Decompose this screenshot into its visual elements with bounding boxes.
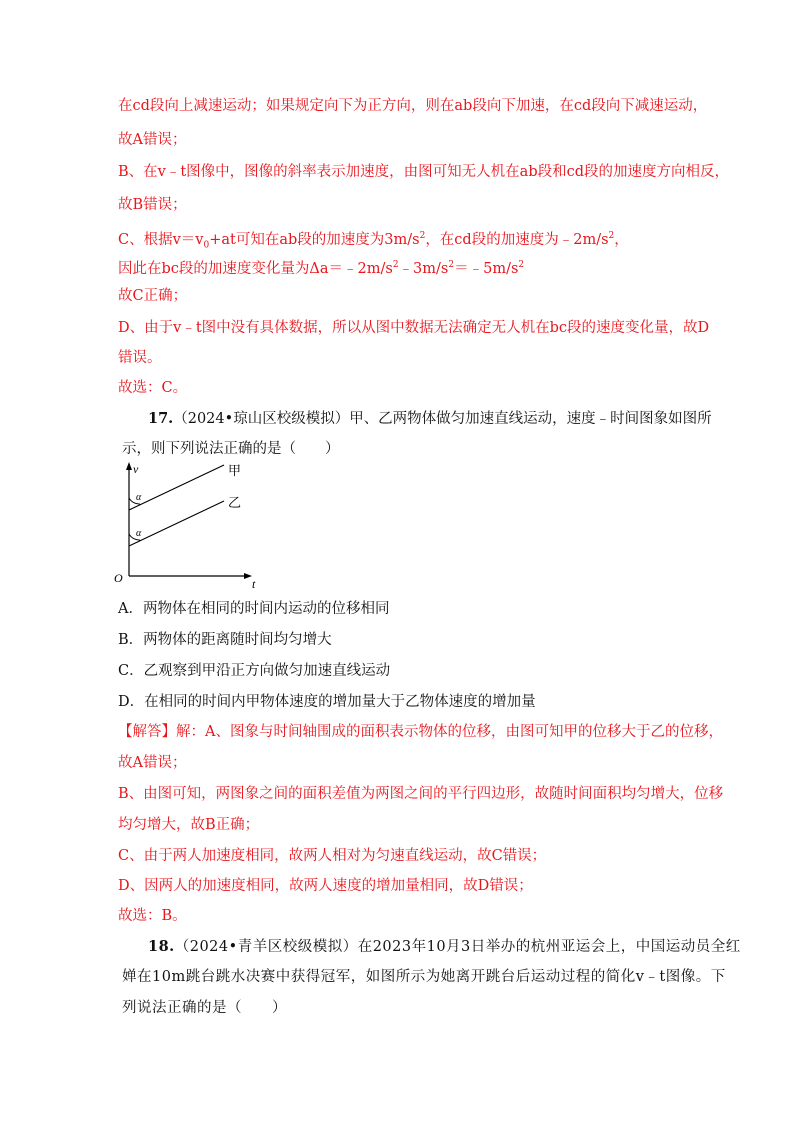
question-number: 17. <box>148 410 174 427</box>
answer-tag: 【解答】 <box>118 724 176 740</box>
angle-label-alpha: α <box>136 528 142 539</box>
axis-label-v: v <box>133 462 139 476</box>
question-number: 18. <box>148 938 175 955</box>
solution-line: D、由于v﹣t图中没有具体数据，所以从图中数据无法确定无人机在bc段的速度变化量，故D <box>118 320 710 336</box>
line-jia <box>129 465 224 510</box>
solution-line: 故选：C。 <box>118 380 188 396</box>
line-label-yi: 乙 <box>228 496 242 511</box>
answer-line: C、由于两人加速度相同，故两人相对为匀速直线运动，故C错误； <box>118 848 547 864</box>
solution-line: 故C正确； <box>118 288 188 304</box>
option-a: A．两物体在相同的时间内运动的位移相同 <box>118 601 390 617</box>
solution-line: 故B错误； <box>118 197 187 213</box>
vt-graph-figure <box>112 458 257 588</box>
axis-label-t: t <box>252 577 256 588</box>
question-17-stem-cont: 示，则下列说法正确的是（ ） <box>122 441 340 457</box>
answer-line: D、因两人的加速度相同，故两人速度的增加量相同，故D错误； <box>118 878 533 894</box>
answer-line: 均匀增大，故B正确； <box>118 817 260 833</box>
solution-line: 故A错误； <box>118 132 187 148</box>
option-b: B．两物体的距离随时间均匀增大 <box>118 632 332 648</box>
answer-line: 【解答】解：A、图象与时间轴围成的面积表示物体的位移，由图可知甲的位移大于乙的位移， <box>118 724 723 740</box>
answer-line: B、由图可知，两图象之间的面积差值为两图之间的平行四边形，故随时间面积均匀增大，位移 <box>118 786 724 802</box>
t-axis-arrow <box>244 573 252 579</box>
v-axis-arrow <box>126 462 132 470</box>
angle-label-alpha: α <box>136 492 142 503</box>
question-17-stem: 17.（2024•琼山区校级模拟）甲、乙两物体做匀加速直线运动，速度﹣时间图象如图所 <box>148 410 712 427</box>
question-18-stem-cont: 列说法正确的是（ ） <box>122 1000 287 1016</box>
answer-line: 故A错误； <box>118 755 187 771</box>
question-18-stem: 18.（2024•青羊区校级模拟）在2023年10月3日举办的杭州亚运会上，中国运动员全红 <box>148 938 741 955</box>
solution-line-formula-c: C、根据$v=v_0+at$可知在ab段的加速度为$3m/s^2$，在cd段的加速度为$﹣2m/s^2$， <box>118 231 629 251</box>
solution-line: 错误。 <box>118 350 162 366</box>
solution-line-formula-delta: 因此在bc段的加速度变化量为$\Delta a=﹣2m/s^2﹣3m/s^2=﹣5m/s^2$ <box>118 260 525 277</box>
solution-line: B、在v﹣t图像中，图像的斜率表示加速度，由图可知无人机在ab段和cd段的加速度方向相反， <box>118 164 730 180</box>
origin-label: O <box>114 571 123 585</box>
solution-line: 在cd段向上减速运动；如果规定向下为正方向，则在ab段向下加速，在cd段向下减速运动， <box>118 98 708 114</box>
question-18-stem-cont: 婵在10m跳台跳水决赛中获得冠军，如图所示为她离开跳台后运动过程的简化v﹣t图像。下 <box>122 969 726 985</box>
option-c: C．乙观察到甲沿正方向做匀加速直线运动 <box>118 663 391 679</box>
line-label-jia: 甲 <box>228 464 242 479</box>
answer-line: 故选：B。 <box>118 908 187 924</box>
line-yi <box>129 501 224 546</box>
option-d: D．在相同的时间内甲物体速度的增加量大于乙物体速度的增加量 <box>118 694 536 710</box>
